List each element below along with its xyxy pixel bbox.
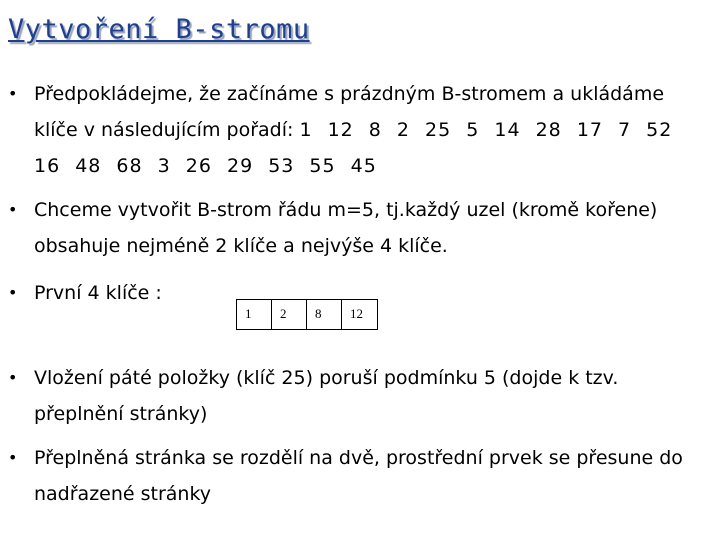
- bullet-symbol: •: [8, 448, 18, 467]
- bullet-symbol: •: [8, 84, 18, 103]
- bullet-text: První 4 klíče :: [34, 282, 162, 304]
- bullet-text: Předpokládejme, že začínáme s prázdným B-stromem a ukládáme klíče v následujícím pořadí:: [34, 83, 665, 141]
- bullet-symbol: •: [8, 200, 18, 219]
- bullet-key-order: [8, 76, 708, 184]
- node-key: 2: [272, 300, 307, 329]
- bullet-tree-order: [8, 192, 708, 264]
- bullet-text: Vložení páté položky (klíč 25) poruší podmínku 5 (dojde k tzv. přeplnění stránky): [34, 367, 619, 425]
- bullet-symbol: •: [8, 283, 18, 302]
- bullet-symbol: •: [8, 368, 18, 387]
- bullet-overflow: [8, 360, 708, 432]
- bullet-text: Přeplněná stránka se rozdělí na dvě, prostřední prvek se přesune do nadřazené stránky: [34, 447, 683, 505]
- key-sequence: 1 12 8 2 25 5 14 28 17 7 52 16 48 68 3 26 29 53 55 45: [34, 119, 673, 177]
- node-key: 8: [307, 300, 342, 329]
- node-key: 1: [237, 300, 272, 329]
- bullet-text: Chceme vytvořit B-strom řádu m=5, tj.každý uzel (kromě kořene) obsahuje nejméně 2 klíče a nejvýše 4 klíče.: [34, 199, 658, 257]
- btree-node: [236, 299, 378, 330]
- node-key: 12: [350, 306, 363, 321]
- page-title: Vytvoření B-stromu: [8, 14, 310, 45]
- bullet-split: [8, 440, 708, 512]
